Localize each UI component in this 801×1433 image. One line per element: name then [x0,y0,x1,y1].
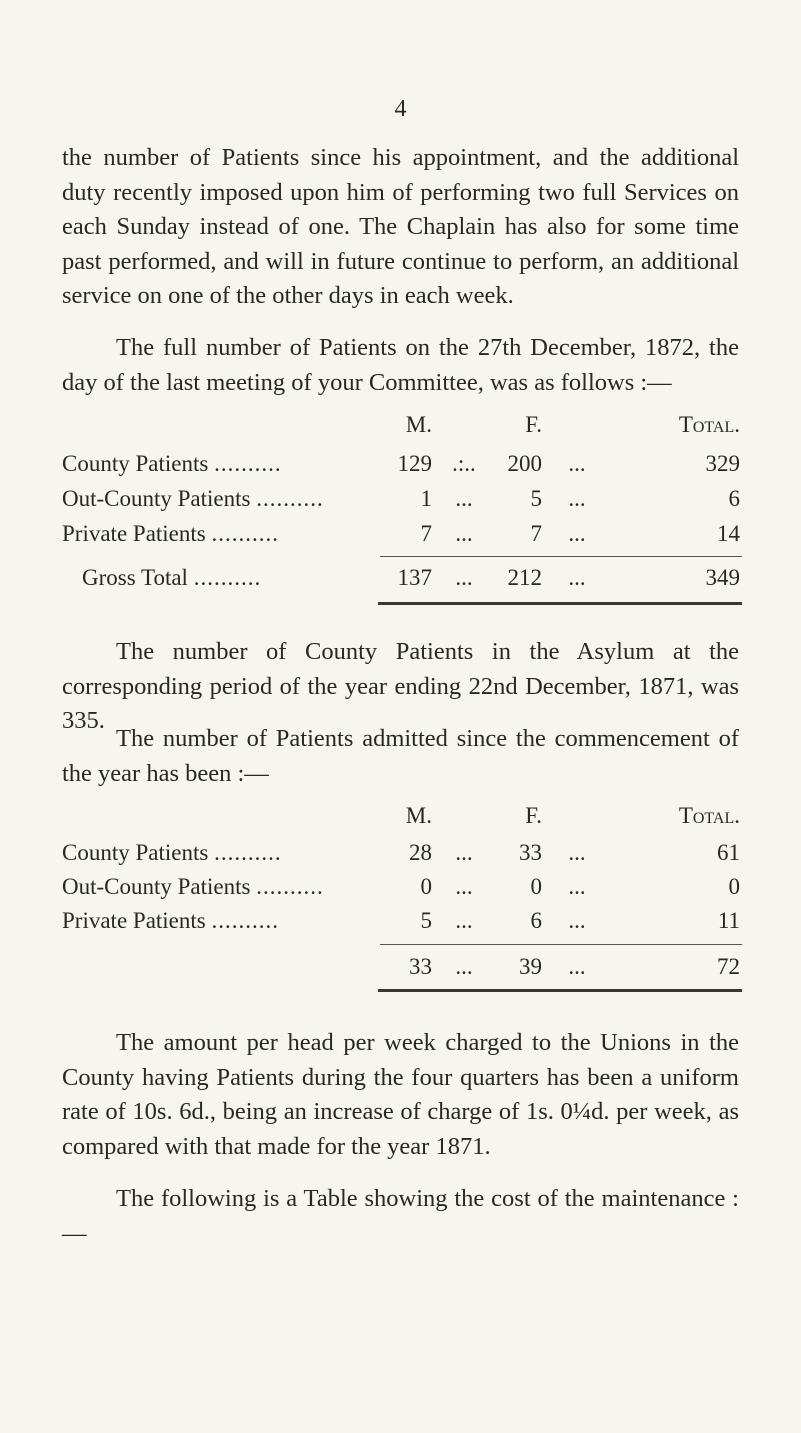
separator-dots: ... [568,486,586,511]
separator-dots: ... [568,874,586,899]
female-count: 6 [530,908,542,933]
separator-dots: ... [455,874,473,899]
subtotal-rule [380,944,742,945]
sum-row [62,954,742,984]
leader-dots: .......... [256,486,324,511]
paragraph-chaplain-duties: the number of Patients since his appointment, and the additional duty recently imposed upon him of performing two full Services on each Sunday instead of one. The Chaplain has also for some time past performed, and will in future continue to perform, an additional service on one of the other days in each week. [62,144,739,309]
separator-dots: ... [568,840,586,865]
row-label: Private Patients [62,908,206,933]
male-count: 1 [420,486,432,511]
paragraph-maintenance-table-intro: The following is a Table showing the cost of the maintenance :— [62,1185,739,1247]
male-count: 7 [420,521,432,546]
column-header-total: Total. [678,803,740,828]
separator-dots: .:.. [452,451,476,476]
separator-dots: ... [568,565,586,590]
leader-dots: .......... [214,451,282,476]
female-count: 7 [530,521,542,546]
leader-dots: .......... [211,521,279,546]
separator-dots: ... [455,954,473,979]
paragraph-full-number-intro: The full number of Patients on the 27th December, 1872, the day of the last meeting of your Committee, was as follows :— [62,334,739,396]
male-count: 5 [420,908,432,933]
gross-total-row [62,565,742,595]
total-count: 61 [717,840,740,865]
female-count: 0 [530,874,542,899]
male-count: 137 [397,565,432,590]
female-count: 33 [519,840,542,865]
table-row [62,486,742,516]
separator-dots: ... [455,486,473,511]
female-count: 5 [530,486,542,511]
total-count: 329 [705,451,740,476]
table-row [62,908,742,938]
leader-dots: .......... [256,874,324,899]
subtotal-rule [380,556,742,557]
table-header-row [62,412,742,442]
row-label: County Patients [62,840,209,865]
female-count: 39 [519,954,542,979]
column-header-female: F. [525,803,542,828]
female-count: 200 [507,451,542,476]
table-row [62,521,742,551]
male-count: 0 [420,874,432,899]
page-number: 4 [394,96,407,122]
row-label: County Patients [62,451,209,476]
total-count: 349 [705,565,740,590]
row-label: Out-County Patients [62,874,251,899]
leader-dots: .......... [211,908,279,933]
total-count: 14 [717,521,740,546]
leader-dots: .......... [193,565,262,590]
separator-dots: ... [455,565,473,590]
separator-dots: ... [568,521,586,546]
column-header-total: Total. [678,412,740,437]
row-label: Gross Total [82,565,188,590]
row-label: Out-County Patients [62,486,251,511]
table-row [62,451,742,481]
column-header-male: M. [405,412,432,437]
male-count: 28 [409,840,432,865]
male-count: 129 [397,451,432,476]
male-count: 33 [409,954,432,979]
female-count: 212 [507,565,542,590]
double-rule [378,989,742,992]
leader-dots: .......... [214,840,282,865]
total-count: 6 [728,486,740,511]
total-count: 72 [717,954,740,979]
paragraph-corresponding-period: The number of County Patients in the Asylum at the corresponding period of the year ending 22nd December, 1871, was 335. [62,638,739,734]
total-count: 0 [728,874,740,899]
separator-dots: ... [455,840,473,865]
row-label: Private Patients [62,521,206,546]
separator-dots: ... [455,521,473,546]
paragraph-admitted-intro: The number of Patients admitted since the commencement of the year has been :— [62,725,739,787]
paragraph-charge-per-head: The amount per head per week charged to the Unions in the County having Patients during the four quarters has been a uniform rate of 10s. 6d., being an increase of charge of 1s. 0¼d. per week, as compared with that made for the year 1871. [62,1029,739,1160]
separator-dots: ... [568,908,586,933]
column-header-male: M. [405,803,432,828]
column-header-female: F. [525,412,542,437]
separator-dots: ... [568,954,586,979]
table-row [62,840,742,870]
separator-dots: ... [455,908,473,933]
total-count: 11 [717,908,740,933]
table-header-row [62,803,742,833]
separator-dots: ... [568,451,586,476]
double-rule [378,602,742,605]
table-row [62,874,742,904]
